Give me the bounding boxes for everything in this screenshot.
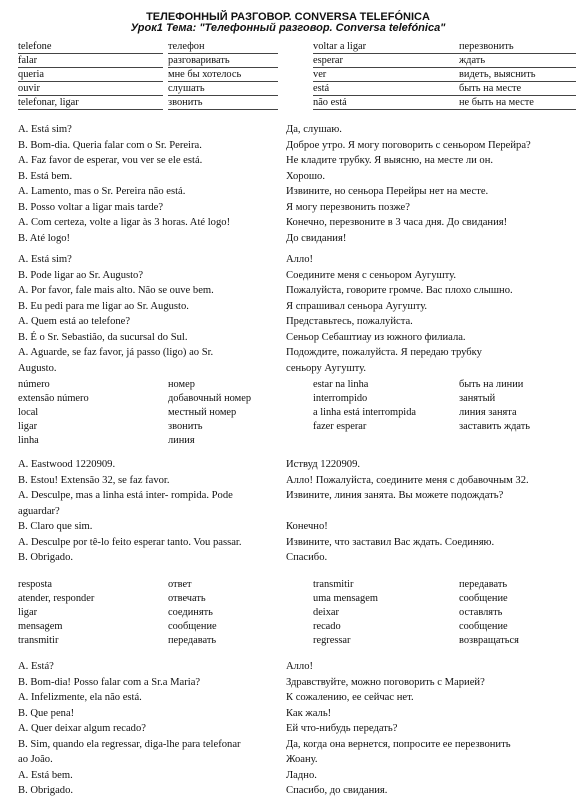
dialog-pt-text: A. Infelizmente, ela não está. [18, 692, 142, 703]
vocab-pt-term: falar [18, 54, 163, 68]
vocab-pt-term: estar na linha [313, 379, 369, 390]
dialog-line [18, 215, 563, 231]
dialog-ru-text: До свидания! [286, 232, 347, 244]
dialog-pt-text: Augusto. [18, 362, 57, 374]
vocab-ru-term: отвечать [168, 593, 206, 604]
vocab-pt-term: atender, responder [18, 593, 95, 604]
vocab-pt-term: regressar [313, 635, 351, 646]
vocab-pt-term: interrompido [313, 393, 368, 404]
dialog-pt-text: B. É o Sr. Sebastião, da sucursal do Sul. [18, 331, 188, 343]
vocab-ru-term: передавать [168, 635, 217, 646]
vocab-pt-term: linha [18, 435, 39, 446]
dialog-ru-text: Доброе утро. Я могу поговорить с сеньором Перейра? [286, 139, 531, 151]
dialog-line [18, 783, 563, 799]
dialog-pt-text: A. Aguarde, se faz favor, já passo (ligo) ao Sr. [18, 347, 214, 358]
dialog-ru-text: сеньору Аугушту. [286, 362, 367, 374]
vocab-ru-term: видеть, выяснить [459, 68, 576, 82]
vocab-ru-term: номер [168, 379, 195, 390]
dialog-pt-text: B. Está bem. [18, 170, 73, 182]
vocab-pt-term: número [18, 379, 50, 390]
dialog-ru-text: Соедините меня с сеньором Аугушту. [286, 269, 457, 281]
dialog-pt-text: B. Bom-dia. Queria falar com o Sr. Pereira. [18, 139, 202, 151]
dialog-ru-text: Сеньор Себаштиау из южного филиала. [286, 331, 466, 343]
dialog-line [18, 675, 563, 691]
dialog-ru-text: Пожалуйста, говорите громче. Вас плохо слышно. [286, 285, 513, 296]
dialog-pt-text: A. Está? [18, 661, 54, 672]
vocab-pt-term [313, 434, 468, 448]
dialog-line [18, 314, 563, 330]
vocab-ru-term: возвращаться [459, 635, 519, 646]
dialog-ru-text: Подождите, пожалуйста. Я передаю трубку [286, 347, 482, 358]
dialog-line [18, 504, 563, 520]
vocab-ru-term: соединять [168, 607, 213, 618]
vocab-pt-term: ver [313, 68, 463, 82]
dialog-pt-text: B. Que pena! [18, 707, 75, 719]
dialog-line [18, 122, 563, 138]
dialog-pt-text: A. Está sim? [18, 254, 72, 265]
dialog-line [18, 138, 563, 154]
vocab-ru-term: линия [168, 435, 195, 446]
vocab-ru-term: звонить [168, 421, 203, 432]
vocab-pt-term: extensão número [18, 393, 89, 404]
dialog-ru-text: Алло! Пожалуйста, соедините меня с добавочным 32. [286, 474, 529, 486]
dialog-eastwood [18, 457, 563, 566]
dialog-line [18, 550, 563, 566]
dialog-pt-text: B. Sim, quando ela regressar, diga-lhe para telefonar [18, 738, 241, 750]
vocab-ru-term: быть на месте [459, 82, 576, 96]
vocab-ru-term: ждать [459, 54, 576, 68]
vocab-pt-term: uma mensagem [313, 593, 378, 604]
vocab-pt-term: transmitir [313, 579, 354, 590]
vocab-ru-term: сообщение [459, 621, 508, 632]
dialog-line [18, 252, 563, 268]
dialog-line [18, 488, 563, 504]
dialog-line [18, 721, 563, 737]
dialog-ru-text: Алло! [286, 254, 314, 265]
dialog-ru-text: Да, когда она вернется, попросите ее перезвонить [286, 738, 511, 750]
dialog-line [18, 283, 563, 299]
dialog-ru-text: Хорошо. [286, 170, 325, 182]
dialog-line [18, 473, 563, 489]
page-title: ТЕЛЕФОННЫЙ РАЗГОВОР. CONVERSA TELEFÓNICA [146, 11, 430, 23]
dialog-ru-text: Спасибо. [286, 552, 328, 563]
dialog-pt-text: A. Faz favor de esperar, vou ver se ele está. [18, 155, 203, 166]
dialog-line [18, 690, 563, 706]
dialog-pt-text: A. Desculpe por tê-lo feito esperar tanto. Vou passar. [18, 536, 242, 548]
vocab-pt-term: ligar [18, 421, 38, 432]
vocab-ru-term: линия занята [459, 407, 517, 418]
dialog-line [18, 535, 563, 551]
dialog-pt-text: A. Quer deixar algum recado? [18, 723, 146, 734]
dialog-line [18, 519, 563, 535]
dialog-line [18, 330, 563, 346]
vocab-ru-term: быть на линии [459, 379, 524, 390]
dialog-pereira [18, 122, 563, 246]
dialog-line [18, 231, 563, 247]
vocab-pt-term: mensagem [18, 621, 63, 632]
dialog-line [18, 153, 563, 169]
dialog-line [18, 737, 563, 753]
dialog-line [18, 457, 563, 473]
vocab-ru-term [459, 434, 576, 448]
vocab-pt-term: telefone [18, 40, 163, 54]
dialog-ru-text: Конечно, перезвоните в 3 часа дня. До свидания! [286, 217, 508, 228]
dialog-line [18, 268, 563, 284]
dialog-ru-text: Здравствуйте, можно поговорить с Марией? [286, 676, 485, 688]
dialog-line [18, 299, 563, 315]
vocab-pt-term: voltar a ligar [313, 40, 463, 54]
vocab-pt-term: não está [313, 96, 463, 110]
dialog-pt-text: B. Bom-dia! Posso falar com a Sr.a Maria? [18, 676, 201, 688]
vocab-ru-term: оставлять [459, 607, 503, 618]
vocab-pt-term: transmitir [18, 635, 59, 646]
vocab-pt-term: deixar [313, 607, 339, 618]
dialog-ru-text: Представьтесь, пожалуйста. [286, 316, 413, 327]
dialog-ru-text: Алло! [286, 661, 314, 672]
vocab-ru-term: разговаривать [168, 54, 278, 68]
vocab-pt-term: ligar [18, 607, 38, 618]
dialog-pt-text: B. Obrigado. [18, 552, 74, 563]
dialog-pt-text: aguardar? [18, 505, 60, 517]
vocab-pt-term: recado [313, 621, 341, 632]
dialog-ru-text: Конечно! [286, 521, 328, 532]
dialog-ru-text: Извините, что заставил Вас ждать. Соединяю. [286, 536, 495, 548]
vocab-ru-term: сообщение [459, 593, 508, 604]
vocab-pt-term: telefonar, ligar [18, 96, 163, 110]
dialog-pt-text: B. Posso voltar a ligar mais tarde? [18, 201, 164, 213]
vocab-ru-term: мне бы хотелось [168, 68, 278, 82]
dialog-pt-text: B. Claro que sim. [18, 521, 93, 532]
dialog-ru-text: Я спрашивал сеньора Аугушту. [286, 300, 428, 312]
vocab-ru-term: передавать [459, 579, 508, 590]
dialog-pt-text: A. Está bem. [18, 769, 73, 781]
dialog-pt-text: A. Lamento, mas o Sr. Pereira não está. [18, 186, 186, 197]
dialog-pt-text: A. Quem está ao telefone? [18, 316, 131, 327]
dialog-line [18, 184, 563, 200]
dialog-pt-text: A. Por favor, fale mais alto. Não se ouve bem. [18, 285, 214, 296]
dialog-ru-text: Да, слушаю. [286, 124, 342, 135]
vocab-pt-term: está [313, 82, 463, 96]
vocab-ru-term: местный номер [168, 407, 237, 418]
dialog-ru-text: Жоану. [286, 754, 318, 765]
vocab-ru-term: перезвонить [459, 40, 576, 54]
dialog-pt-text: B. Estou! Extensão 32, se faz favor. [18, 474, 170, 486]
dialog-pt-text: B. Até logo! [18, 232, 71, 244]
dialog-ru-text: Извините, но сеньора Перейры нет на месте. [286, 186, 489, 197]
dialog-ru-text: Спасибо, до свидания. [286, 785, 388, 796]
dialog-pt-text: B. Pode ligar ao Sr. Augusto? [18, 269, 144, 281]
vocab-pt-term: fazer esperar [313, 421, 367, 432]
vocab-ru-term: сообщение [168, 621, 217, 632]
dialog-ru-text: Иствуд 1220909. [286, 459, 361, 470]
vocab-ru-term: не быть на месте [459, 96, 576, 110]
dialog-pt-text: A. Eastwood 1220909. [18, 459, 116, 470]
dialog-pt-text: A. Está sim? [18, 124, 72, 135]
dialog-line [18, 706, 563, 722]
dialog-line [18, 659, 563, 675]
dialog-line [18, 752, 563, 768]
vocab-pt-term: esperar [313, 54, 463, 68]
dialog-ru-text: Извините, линия занята. Вы можете подождать? [286, 490, 504, 501]
dialog-ru-text: Ладно. [286, 769, 317, 781]
dialog-augusto [18, 252, 563, 376]
dialog-line [18, 768, 563, 784]
dialog-pt-text: B. Obrigado. [18, 785, 74, 796]
page-subtitle: Урок1 Тема: "Телефонный разговор. Conversa telefónica" [130, 22, 446, 34]
dialog-line [18, 361, 563, 377]
dialog-pt-text: B. Eu pedi para me ligar ao Sr. Augusto. [18, 300, 189, 312]
vocab-pt-term: resposta [18, 579, 53, 590]
vocab-ru-term: звонить [168, 96, 278, 110]
vocab-pt-term: a linha está interrompida [313, 407, 417, 418]
dialog-line [18, 169, 563, 185]
vocab-ru-term: ответ [168, 579, 192, 590]
vocab-ru-term: слушать [168, 82, 278, 96]
dialog-line [18, 200, 563, 216]
dialog-pt-text: A. Desculpe, mas a linha está inter- rompida. Pode [18, 490, 233, 501]
dialog-ru-text: Как жаль! [286, 707, 332, 719]
dialog-ru-text: Ей что-нибудь передать? [286, 723, 398, 734]
dialog-maria [18, 659, 563, 799]
vocab-ru-term: занятый [459, 393, 496, 404]
vocab-pt-term: local [18, 407, 39, 418]
vocab-pt-term: ouvir [18, 82, 163, 96]
vocab-ru-term: добавочный номер [168, 393, 252, 404]
dialog-ru-text: Я могу перезвонить позже? [286, 201, 410, 213]
vocab-ru-term: заставить ждать [459, 421, 531, 432]
dialog-pt-text: A. Com certeza, volte a ligar às 3 horas. Até logo! [18, 217, 231, 228]
dialog-ru-text: К сожалению, ее сейчас нет. [286, 692, 414, 703]
dialog-line [18, 345, 563, 361]
dialog-pt-text: ao João. [18, 754, 53, 765]
vocab-ru-term: телефон [168, 40, 278, 54]
dialog-ru-text: Не кладите трубку. Я выясню, на месте ли он. [286, 155, 494, 166]
vocab-pt-term: queria [18, 68, 163, 82]
